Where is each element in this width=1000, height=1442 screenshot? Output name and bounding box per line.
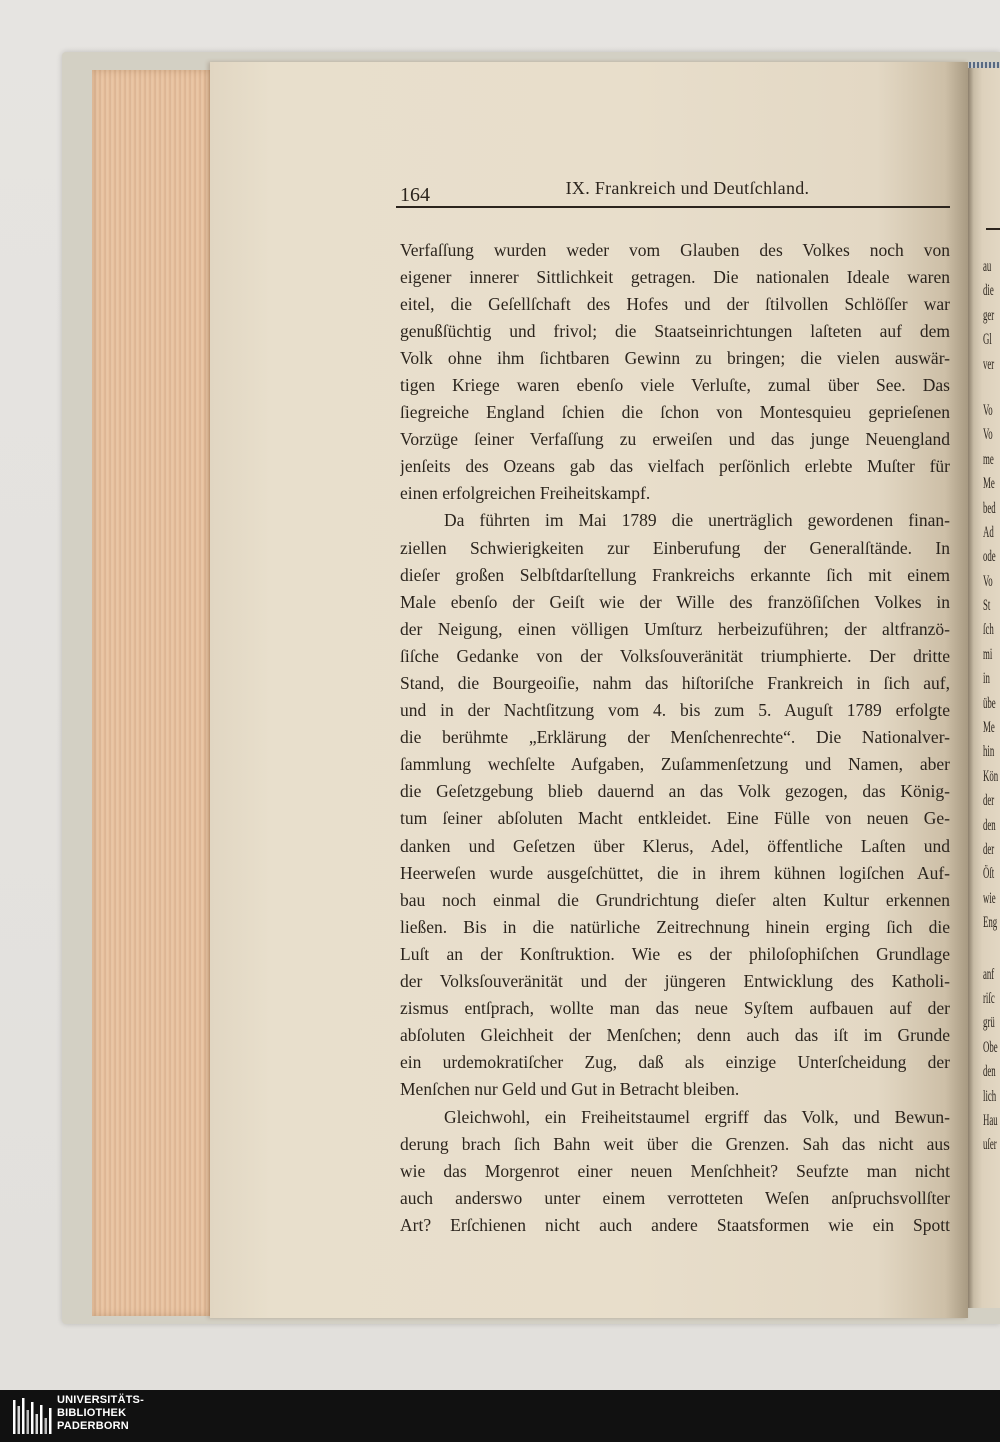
text-line: tum ſeiner abſoluten Macht entkleidet. Eine Fülle von neuen Ge-: [400, 808, 950, 829]
text-line: auch anderswo unter einem verrotteten Weſen anſpruchsvollſter: [400, 1187, 950, 1208]
text-fragment: wie: [983, 889, 996, 907]
text-line: der Neigung, einen völligen Umſturz herbeizuführen; der altfranzö-: [400, 618, 950, 639]
next-page-block: [983, 255, 998, 377]
text-line: genußſüchtig und frivol; die Staatseinrichtungen laſteten auf dem: [400, 320, 950, 341]
text-fragment: ode: [983, 548, 996, 566]
text-fragment: Hau: [983, 1111, 998, 1129]
next-page-block: [983, 963, 998, 1158]
text-line: eitel, die Geſellſchaft des Hofes und der ſtilvollen Schlöſſer war: [400, 293, 950, 314]
text-line: danken und Geſetzen über Klerus, Adel, öffentliche Laſten und: [400, 835, 950, 856]
text-line: Stand, die Bourgeoiſie, nahm das hiſtoriſche Frankreich in ſich auf,: [400, 673, 950, 693]
text-line: ſammlung wechſelte Aufgaben, Zuſammenſetzung und Namen, aber: [400, 754, 950, 775]
paragraph: [400, 507, 950, 1103]
text-line: ſiegreiche England ſchien die ſchon von Montesquieu geprieſenen: [400, 402, 950, 423]
text-fragment: ſch: [983, 621, 994, 639]
page-number: 164: [400, 184, 430, 206]
text-fragment: der: [983, 792, 995, 810]
library-name: [57, 1394, 144, 1433]
library-name-line: BIBLIOTHEK: [57, 1407, 127, 1419]
next-page-block: [983, 399, 998, 936]
body-text: [400, 237, 950, 1239]
text-line: abſoluten Gleichheit der Menſchen; denn auch das iſt im Grunde: [400, 1025, 950, 1046]
text-fragment: Kön: [983, 767, 999, 785]
paragraph: [400, 237, 950, 508]
text-fragment: lich: [983, 1087, 997, 1105]
text-fragment: me: [983, 450, 994, 468]
text-fragment: mi: [983, 645, 993, 663]
text-fragment: die: [983, 282, 994, 300]
text-line: ließen. Bis in die natürliche Zeitrechnung hinein erging ſich die: [400, 916, 950, 937]
text-fragment: den: [983, 816, 996, 834]
library-logo-icon: [12, 1396, 52, 1436]
text-fragment: Vo: [983, 401, 993, 419]
text-line: ſiſche Gedanke von der Volksſouveränität triumphierte. Der dritte: [400, 645, 950, 666]
text-line: Verfaſſung wurden weder vom Glauben des Volkes noch von: [400, 239, 950, 260]
header-rule: [396, 206, 950, 208]
text-fragment: Vo: [983, 572, 993, 590]
text-line: ziellen Schwierigkeiten zur Einberufung der Generalſtände. In: [400, 537, 950, 558]
text-line: der Volksſouveränität und der jüngeren Entwicklung des Katholi-: [400, 971, 950, 992]
text-line: und in der Nachtſitzung vom 4. bis zum 5. Auguſt 1789 erfolgte: [400, 700, 950, 721]
text-fragment: Gl: [983, 331, 992, 349]
next-page-head-rule: [986, 228, 1000, 230]
text-fragment: Obe: [983, 1038, 998, 1056]
text-line: die berühmte „Erklärung der Menſchenrechte“. Die Nationalver-: [400, 727, 950, 748]
text-line: Art? Erſchienen nicht auch andere Staatsformen wie ein Spott: [400, 1214, 950, 1235]
library-footer: [0, 1390, 1000, 1442]
text-fragment: St: [983, 597, 991, 615]
text-fragment: Öſt: [983, 865, 995, 883]
text-line: wie das Morgenrot einer neuen Menſchheit? Seufzte man nicht: [400, 1160, 950, 1181]
text-line: derung brach ſich Bahn weit über die Grenzen. Sah das nicht aus: [400, 1133, 950, 1154]
text-line: jenſeits des Ozeans gab das vielfach perſönlich erlebte Muſter für: [400, 456, 950, 477]
text-line: Male ebenſo der Geiſt wie der Wille des franzöſiſchen Volkes in: [400, 591, 950, 612]
running-head: IX. Frankreich und Deutſchland.: [565, 178, 810, 198]
text-line: tigen Kriege waren ebenſo viele Verluſte, zumal über See. Das: [400, 374, 950, 395]
text-line: Da führten im Mai 1789 die unerträglich gewordenen finan-: [444, 510, 950, 531]
text-fragment: ger: [983, 306, 995, 324]
text-fragment: Me: [983, 475, 995, 493]
text-fragment: ver: [983, 355, 995, 373]
text-line: Heerweſen wurde ausgeſchüttet, die in ihrem kühnen logiſchen Auf-: [400, 862, 950, 883]
text-fragment: bed: [983, 499, 996, 517]
text-fragment: den: [983, 1063, 996, 1081]
next-page-edge: [968, 68, 1000, 1308]
text-line: Menſchen nur Geld und Gut in Betracht bleiben.: [400, 1079, 740, 1100]
text-line: einen erfolgreichen Freiheitskampf.: [400, 483, 651, 504]
text-fragment: Vo: [983, 426, 993, 444]
text-fragment: in: [983, 670, 990, 688]
text-fragment: grü: [983, 1014, 995, 1032]
text-fragment: anf: [983, 965, 995, 983]
text-line: Gleichwohl, ein Freiheitstaumel ergriff das Volk, und Bewun-: [444, 1106, 950, 1127]
text-line: ein urdemokratiſcher Zug, daß als einzige Unterſcheidung der: [400, 1052, 950, 1073]
text-line: zismus entſprach, wollte man das neue Syſtem aufbauen auf der: [400, 998, 950, 1019]
text-fragment: hin: [983, 743, 995, 761]
next-page-text-fragments: [983, 255, 998, 1158]
text-line: dieſer großen Selbſtdarſtellung Frankreichs erkannte ſich mit einem: [400, 564, 950, 585]
text-line: Luſt an der Konſtruktion. Wie es der philoſophiſchen Grundlage: [400, 943, 950, 964]
library-name-line: PADERBORN: [57, 1420, 129, 1432]
text-line: Vorzüge ſeiner Verfaſſung zu erweiſen und das junge Neuengland: [400, 429, 950, 450]
text-fragment: au: [983, 258, 992, 275]
text-line: Volk ohne ihm ſichtbaren Gewinn zu bringen; die vielen auswär-: [400, 347, 950, 368]
text-line: die Geſetzgebung blieb dauernd an das Volk gezogen, das König-: [400, 781, 950, 802]
text-line: bau noch einmal die Grundrichtung dieſer alten Kultur erkennen: [400, 889, 950, 910]
text-fragment: Ad: [983, 523, 994, 541]
text-fragment: uſer: [983, 1136, 997, 1154]
text-fragment: übe: [983, 694, 996, 712]
library-name-line: UNIVERSITÄTS-: [57, 1394, 144, 1406]
text-fragment: riſc: [983, 989, 995, 1007]
text-line: eigener innerer Sittlichkeit getragen. Die nationalen Ideale waren: [400, 266, 950, 287]
text-fragment: der: [983, 840, 995, 858]
page-edges: [92, 70, 212, 1316]
paragraph: [400, 1104, 950, 1239]
text-fragment: Me: [983, 719, 995, 737]
text-fragment: Eng: [983, 914, 998, 932]
